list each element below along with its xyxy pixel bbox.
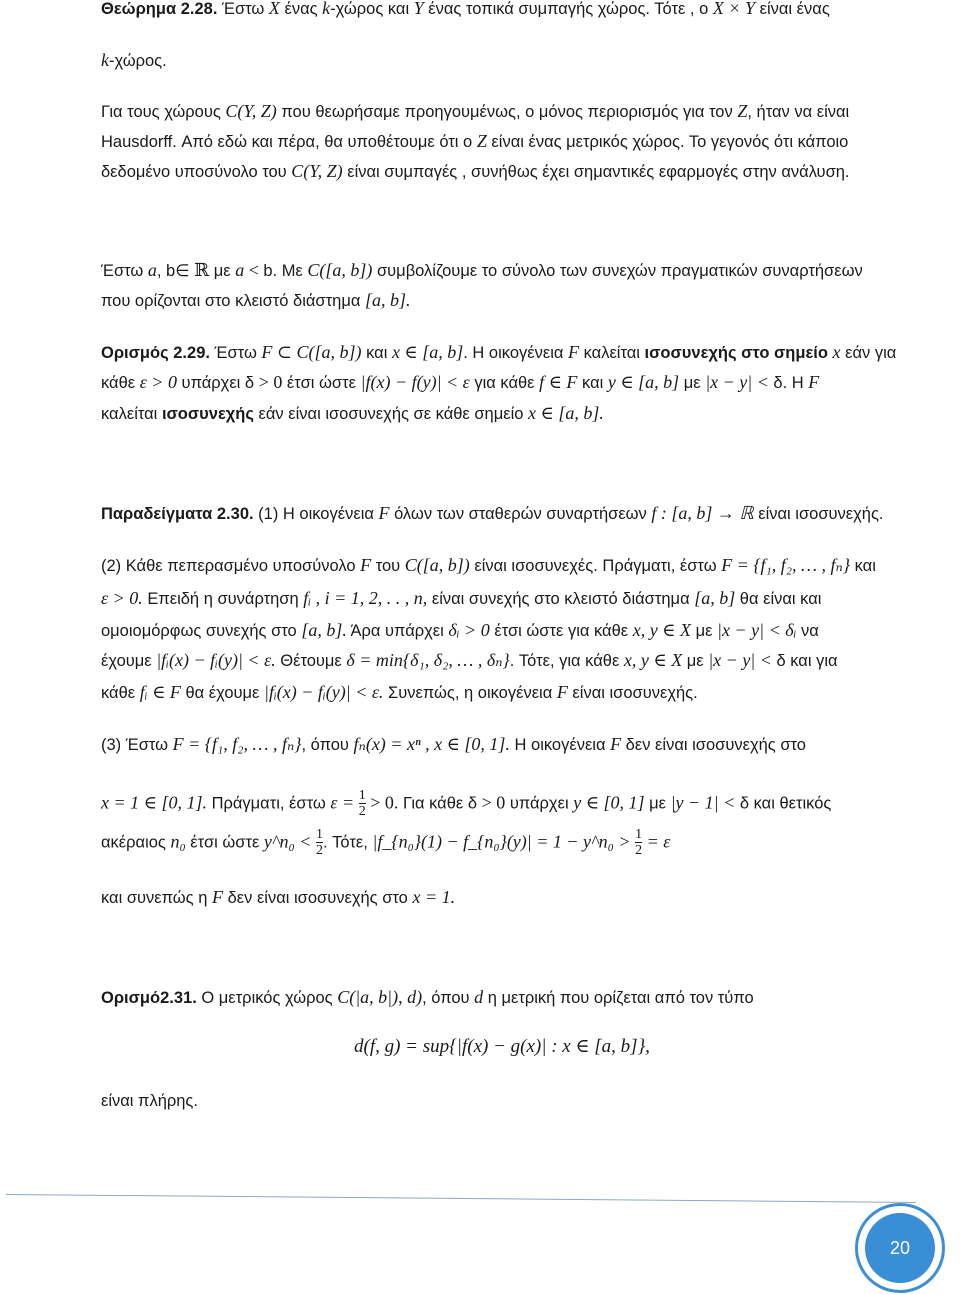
example-line — [101, 886, 455, 909]
math-CYZ: C(Y, Z) — [225, 101, 277, 121]
math-set: F = {f₁, f₂, … , fₙ} — [721, 555, 851, 575]
math-n0: n₀ — [170, 831, 186, 852]
text: ομοιομόρφως συνεχής στο — [101, 622, 302, 640]
math-expr: |f_{n₀}(1) − f_{n₀}(y)| = 1 − y^n₀ > — [372, 831, 631, 852]
paragraph-line — [101, 160, 850, 183]
text: και — [850, 557, 876, 575]
paragraph-line — [101, 130, 848, 153]
text: καλείται — [101, 405, 162, 423]
footer-rule — [6, 1194, 916, 1203]
text: ένας — [279, 0, 323, 18]
text: είναι ισοσυνεχής. — [753, 505, 884, 523]
text: εάν είναι ισοσυνεχής σε κάθε σημείο — [253, 405, 529, 423]
math-eq-eps: = ε — [642, 831, 671, 852]
math-diff: |x − y| < δᵢ — [717, 620, 797, 640]
text: -χώρος και — [330, 0, 414, 18]
paragraph-line — [101, 1090, 198, 1112]
math-x-eq: x = 1. — [412, 887, 456, 907]
text: θα είναι και — [735, 590, 822, 608]
math-interval: [a, b]. — [301, 620, 347, 640]
text: Ο μετρικός χώρος — [196, 989, 338, 1007]
text: . Τότε, — [323, 833, 373, 852]
text: με — [209, 262, 236, 280]
text: (2) Κάθε πεπερασμένο υποσύνολο — [101, 557, 361, 575]
math-ineq: |fᵢ(x) − fᵢ(y)| < ε. — [264, 682, 384, 702]
math-diff: |x − y| < — [705, 372, 774, 392]
math-eps: ε = — [330, 792, 355, 813]
math-gt: > 0. — [365, 792, 399, 813]
text: έχουμε — [101, 652, 157, 670]
math-d: d — [474, 987, 484, 1007]
math-Z: Z — [737, 101, 748, 121]
text: είναι συμπαγές , συνήθως έχει σημαντικές εφαρμογές στην ανάλυση. — [342, 163, 850, 181]
text: Πράγματι, έστω — [206, 794, 331, 813]
text: εάν για — [840, 344, 897, 362]
metric-formula — [354, 1036, 650, 1058]
paragraph-line — [101, 289, 410, 312]
text: Θέτουμε — [275, 652, 347, 670]
text: Έστω — [209, 344, 262, 362]
text: με — [682, 652, 709, 670]
math-F: F — [211, 887, 223, 907]
fraction-num: 1 — [316, 827, 323, 842]
text: που θεωρήσαμε προηγουμένως, ο μόνος περιορισμός για τον — [276, 103, 738, 121]
text: έτσι ώστε — [185, 833, 264, 852]
text: κάθε — [101, 684, 140, 702]
example-line — [101, 649, 838, 672]
text: δ και θετικός — [735, 794, 832, 813]
text: , b∈ — [156, 262, 195, 280]
math-x-in: x ∈ [a, b] — [391, 342, 464, 362]
math-CYZ: C(Y, Z) — [291, 161, 343, 181]
math-yn: y^n₀ < — [263, 831, 312, 852]
text: να — [796, 622, 819, 640]
text: και συνεπώς η — [101, 889, 212, 907]
math-a: a — [147, 260, 157, 280]
math-eps: ε > 0. — [101, 588, 143, 608]
math-F: F — [378, 503, 390, 523]
theorem-label: Θεώρημα 2.28. — [101, 0, 218, 18]
text: ακέραιος — [101, 833, 171, 852]
math-lt: < — [244, 260, 264, 280]
math-ineq: |f(x) − f(y)| < ε — [360, 372, 470, 392]
example-line — [101, 681, 698, 704]
text: (1) Η οικογένεια — [253, 505, 379, 523]
math-xy: x, y ∈ X — [632, 620, 692, 640]
text: Έστω — [217, 0, 269, 18]
text: Συνεπώς, η οικογένεια — [383, 684, 557, 702]
text: με — [691, 622, 718, 640]
math-y-in: y ∈ [0, 1] — [573, 792, 645, 813]
text: ένας τοπικά συμπαγής χώρος. Τότε , ο — [423, 0, 713, 18]
math-diff: |x − y| < — [708, 650, 772, 670]
text: δεν είναι ισοσυνεχής στο — [222, 889, 413, 907]
math-F: F — [610, 734, 622, 754]
paragraph-line — [101, 100, 849, 123]
math-gt: > 0 — [258, 372, 283, 392]
math-x-in: x ∈ [a, b]. — [528, 403, 604, 423]
text: Για κάθε δ — [398, 794, 482, 813]
math-Cab: C([a, b]) — [404, 555, 470, 575]
bold-term: ισοσυνεχής — [161, 405, 254, 423]
definition-2-31-line — [101, 986, 754, 1009]
text: Για τους χώρους — [101, 103, 226, 121]
text: , όπου — [422, 989, 475, 1007]
text: που ορίζονται στο κλειστό διάστημα — [101, 292, 365, 310]
text: . Τότε, για κάθε — [509, 652, 624, 670]
definition-2-29-line — [101, 341, 896, 364]
math-k: k — [322, 0, 331, 18]
math-gt: > 0 — [481, 792, 506, 813]
math-x: x — [832, 342, 841, 362]
fraction — [359, 789, 366, 819]
bold-term: ισοσυνεχής στο σημείο — [644, 344, 828, 362]
text: έτσι ώστε — [282, 374, 361, 392]
math-F: F — [808, 372, 820, 392]
math-set: F = {f₁, f₂, … , fₙ} — [172, 734, 302, 754]
text: η μετρική που ορίζεται από τον τύπο — [483, 989, 754, 1007]
example-line — [101, 619, 819, 642]
math-F: F — [360, 555, 372, 575]
math-delta-i: δᵢ > 0 — [448, 620, 490, 640]
theorem-2-28-line-2 — [101, 49, 167, 72]
math-diff: |y − 1| < — [670, 792, 736, 813]
text: είναι ισοσυνεχής. — [567, 684, 698, 702]
text: Έστω — [101, 262, 148, 280]
text: κάθε — [101, 374, 140, 392]
text: είναι ισοσυνεχές. Πράγματι, έστω — [469, 557, 722, 575]
math-Z: Z — [476, 131, 487, 151]
fraction-den: 2 — [358, 804, 366, 819]
definition-label: Ορισμός 2.29. — [101, 344, 210, 362]
math-fn: fₙ(x) = xⁿ , x ∈ [0, 1]. — [353, 734, 510, 754]
text: είναι πλήρης. — [101, 1092, 198, 1110]
math-F-subset: F ⊂ C([a, b]) — [261, 342, 362, 362]
definition-label: Ορισμό2.31. — [101, 989, 197, 1007]
math-delta-min: δ = min{δ₁, δ₂, … , δₙ} — [346, 650, 510, 670]
definition-line — [101, 402, 604, 425]
text: δεδομένο υποσύνολο του — [101, 163, 292, 181]
text: υπάρχει δ — [176, 374, 259, 392]
text: Επειδή η συνάρτηση — [142, 590, 304, 608]
text: δεν είναι ισοσυνεχής στο — [621, 736, 806, 754]
example-line — [101, 828, 670, 858]
text: δ. Η — [773, 374, 809, 392]
math-metric-space: C(|a, b|), d) — [337, 987, 423, 1007]
examples-2-30-line — [101, 502, 884, 525]
math-eps: ε > 0 — [139, 372, 177, 392]
text: . Η οικογένεια — [463, 344, 569, 362]
text: έτσι ώστε για κάθε — [489, 622, 633, 640]
text: (3) Έστω — [101, 736, 173, 754]
text: με — [644, 794, 671, 813]
math-y-in: y ∈ [a, b] — [607, 372, 680, 392]
page-number: 20 — [865, 1213, 935, 1283]
text: Hausdorff. Από εδώ και πέρα, θα υποθέτουμε ότι ο — [101, 133, 477, 151]
page-number-badge — [855, 1203, 945, 1293]
fraction-den: 2 — [316, 843, 323, 858]
definition-line — [101, 371, 819, 394]
text: με — [679, 374, 706, 392]
text: συμβολίζουμε το σύνολο των συνεχών πραγματικών συναρτήσεων — [372, 262, 863, 280]
fraction-den: 2 — [635, 843, 643, 858]
fraction-num: 1 — [635, 827, 643, 842]
example-line — [101, 733, 806, 756]
example-line — [101, 554, 876, 577]
math-Cab: C([a, b]) — [307, 260, 373, 280]
text: όλων των σταθερών συναρτήσεων — [389, 505, 652, 523]
math-x-eq: x = 1 ∈ [0, 1]. — [101, 792, 207, 813]
math-k: k — [101, 50, 109, 70]
text: υπάρχει — [505, 794, 574, 813]
text: για κάθε — [469, 374, 540, 392]
math-Y: Y — [413, 0, 424, 18]
text: , ήταν να είναι — [747, 103, 850, 121]
text: Η οικογένεια — [509, 736, 611, 754]
math-formula: d(f, g) = sup{|f(x) − g(x)| : x ∈ [a, b]}, — [354, 1036, 650, 1057]
math-XxY: X × Y — [712, 0, 756, 18]
text: δ και για — [771, 652, 838, 670]
math-f-in: f ∈ F — [539, 372, 578, 392]
theorem-2-28-line — [101, 0, 830, 20]
text: του — [371, 557, 405, 575]
text: είναι ένας μετρικός χώρος. Το γεγονός ότι κάποιο — [486, 133, 849, 151]
math-R: ℝ — [194, 260, 210, 280]
text: είναι συνεχής στο κλειστό διάστημα — [427, 590, 695, 608]
example-line — [101, 587, 821, 610]
text: , όπου — [301, 736, 354, 754]
math-fi-in: fᵢ ∈ F — [139, 682, 181, 702]
math-ineq: |fᵢ(x) − fᵢ(y)| < ε. — [156, 650, 276, 670]
text: είναι ένας — [755, 0, 830, 18]
text: b. Με — [263, 262, 308, 280]
fraction-num: 1 — [358, 788, 366, 803]
math-F: F — [568, 342, 580, 362]
fraction — [316, 828, 323, 858]
text: καλείται — [579, 344, 645, 362]
math-fi: fᵢ , i = 1, 2, . . , n, — [303, 588, 428, 608]
example-line — [101, 789, 831, 819]
math-xy: x, y ∈ X — [623, 650, 683, 670]
math-a: a — [235, 260, 245, 280]
examples-label: Παραδείγματα 2.30. — [101, 505, 254, 523]
math-interval: [a, b]. — [364, 290, 411, 310]
text: και — [361, 344, 392, 362]
text: και — [577, 374, 608, 392]
math-f-map: f : [a, b] → ℝ — [651, 503, 754, 523]
text: -χώρος. — [109, 52, 167, 70]
text: θα έχουμε — [180, 684, 264, 702]
paragraph-line — [101, 259, 863, 282]
math-X: X — [268, 0, 280, 18]
text: Άρα υπάρχει — [346, 622, 449, 640]
math-F: F — [556, 682, 568, 702]
math-interval: [a, b] — [694, 588, 736, 608]
